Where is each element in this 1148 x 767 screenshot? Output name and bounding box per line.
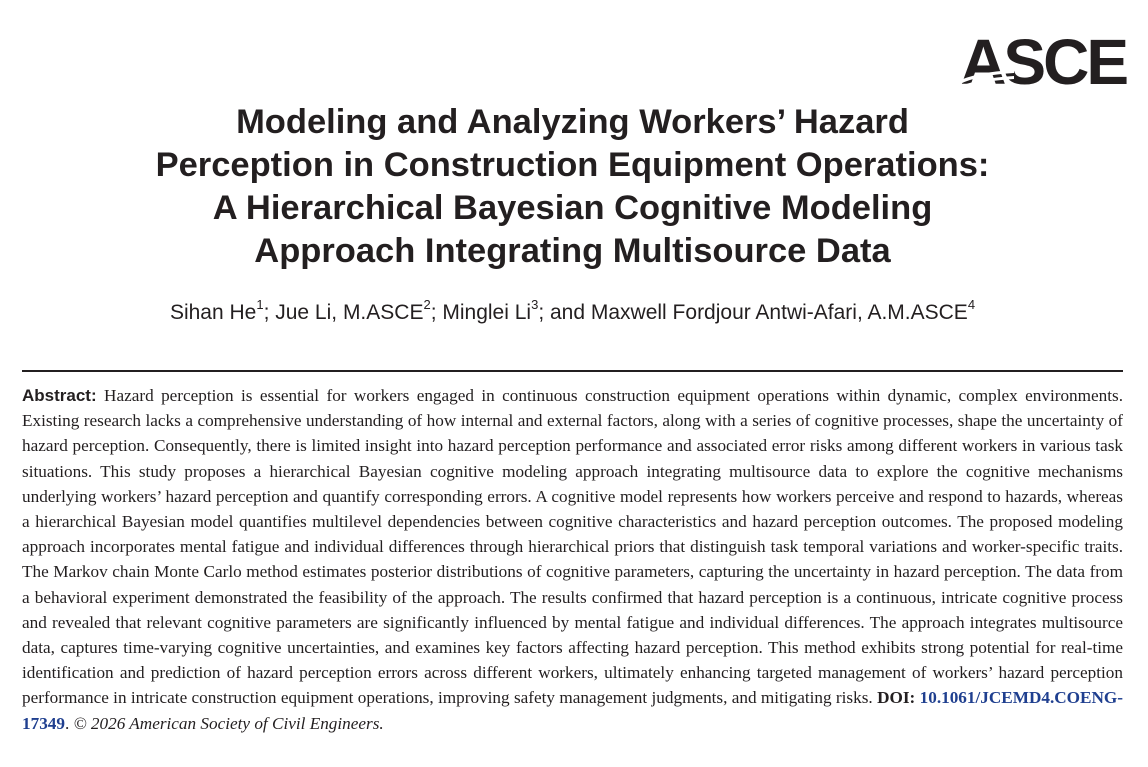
author-affiliation: 4 xyxy=(967,297,976,312)
asce-logo-text: ASCE xyxy=(960,26,1126,98)
title-line: Perception in Construction Equipment Operations: xyxy=(155,146,990,184)
abstract: Abstract: Hazard perception is essential for workers engaged in continuous construction equipment operations within dynamic, complex environments. Existing research lacks a comprehensive understanding of how internal and external factors, along with a series of cognitive processes, shape the uncertainty of hazard perception. Consequently, there is limited insight into hazard perception performance and associated error risks among different workers in various task situations. This study proposes a hierarchical Bayesian cognitive modeling approach integrating multisource data to explore the cognitive mechanisms underlying workers’ hazard perception and quantify corresponding errors. A cognitive model represents how workers perceive and respond to hazards, whereas a hierarchical Bayesian model quantifies multilevel dependencies between cognitive characteristics and hazard perception outcomes. The proposed modeling approach incorporates mental fatigue and individual differences through hierarchical priors that distinguish task temporal variations and worker-specific traits. The Markov chain Monte Carlo method estimates posterior distributions of cognitive parameters, capturing the uncertainty in hazard perception. The data from a behavioral experiment demonstrated the feasibility of the approach. The results confirmed that hazard perception is a continuous, intricate cognitive process and revealed that relevant cognitive parameters are significantly influenced by mental fatigue and individual differences. The approach integrates multisource data, captures time-varying cognitive uncertainties, and examines key factors affecting hazard perception. This method exhibits strong potential for real-time identification and prediction of hazard perception errors across different workers, ultimately enhancing targeted management of workers’ hazard perception performance in intricate construction equipment operations, improving safety management judgments, and mitigating risks. DOI: 10.1061/JCEMD4.COENG-17349. © 2026 American Society of Civil Engineers. xyxy=(22,386,1124,733)
author-affiliation: 1 xyxy=(256,297,264,312)
doi-label: DOI: xyxy=(877,688,916,708)
asce-logo xyxy=(960,26,1126,98)
author-separator: ; and xyxy=(538,301,591,324)
author-affiliation: 3 xyxy=(531,297,539,312)
author-list xyxy=(60,299,1085,327)
title-line: Approach Integrating Multisource Data xyxy=(254,232,891,270)
title-line: Modeling and Analyzing Workers’ Hazard xyxy=(236,103,909,141)
author-separator: ; xyxy=(430,301,443,324)
abstract-text: Hazard perception is essential for workers engaged in continuous construction equipment operations within dynamic, complex environments. Existing research lacks a comprehensive understanding of how internal and external factors, along with a series of cognitive processes, shape the uncertainty of hazard perception. Consequently, there is limited insight into hazard perception performance and associated error risks among different workers in various task situations. This study proposes a hierarchical Bayesian cognitive modeling approach integrating multisource data to explore the cognitive mechanisms underlying workers’ hazard perception and quantify corresponding errors. A cognitive model represents how workers perceive and respond to hazards, whereas a hierarchical Bayesian model quantifies multilevel dependencies between cognitive characteristics and hazard perception outcomes. The proposed modeling approach incorporates mental fatigue and individual differences through hierarchical priors that distinguish task temporal variations and worker-specific traits. The Markov chain Monte Carlo method estimates posterior distributions of cognitive parameters, capturing the uncertainty in hazard perception. The data from a behavioral experiment demonstrated the feasibility of the approach. The results confirmed that hazard perception is a continuous, intricate cognitive process and revealed that relevant cognitive parameters are significantly influenced by mental fatigue and individual differences. The approach integrates multisource data, captures time-varying cognitive uncertainties, and examines key factors affecting hazard perception. This method exhibits strong potential for real-time identification and prediction of hazard perception errors across different workers, ultimately enhancing targeted management of workers’ hazard perception performance in intricate construction equipment operations, improving safety management judgments, and mitigating risks. xyxy=(22,386,1124,708)
author-name: Maxwell Fordjour Antwi-Afari, A.M.ASCE xyxy=(590,301,968,324)
author-name: Jue Li, M.ASCE xyxy=(275,301,424,324)
section-divider xyxy=(22,370,1123,372)
asce-swoosh-icon xyxy=(956,68,1016,88)
doi-link[interactable]: 10.1061/JCEMD4.COENG-17349 xyxy=(22,688,1124,733)
author-name: Minglei Li xyxy=(442,301,532,324)
title-line: A Hierarchical Bayesian Cognitive Modeling xyxy=(212,189,933,227)
author-name: Sihan He xyxy=(169,301,257,324)
copyright-notice: © 2026 American Society of Civil Engineers. xyxy=(73,713,384,733)
author-affiliation: 2 xyxy=(423,297,431,312)
paper-title xyxy=(60,101,1085,273)
abstract-label: Abstract: xyxy=(22,386,97,405)
author-separator: ; xyxy=(263,301,276,324)
